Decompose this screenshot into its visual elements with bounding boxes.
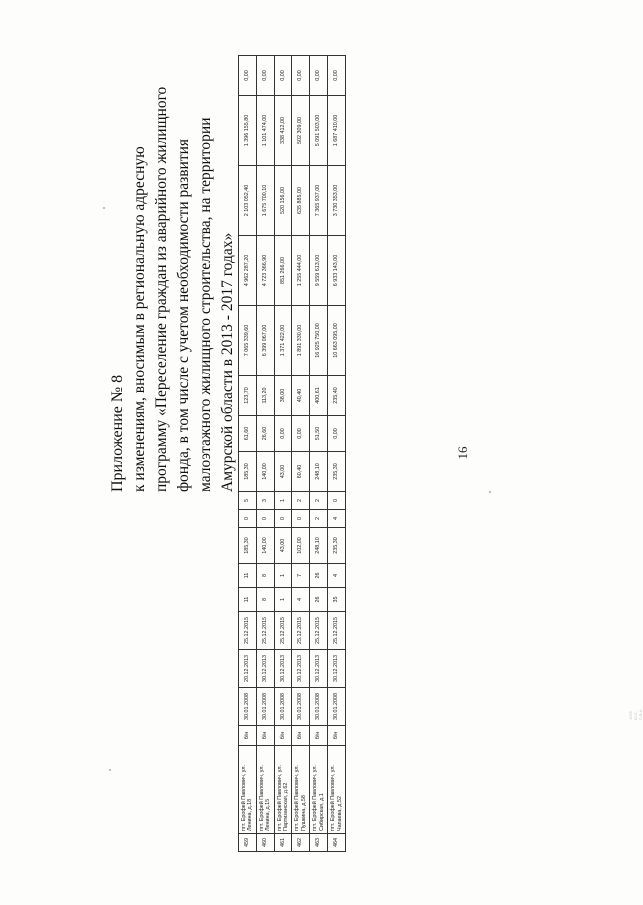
table-cell: 35	[328, 588, 346, 612]
heading-line: Амурской области в 2013 - 2017 годах»	[219, 232, 236, 492]
table-cell: 0	[274, 510, 292, 528]
table-cell: 0	[256, 510, 274, 528]
address-cell: пгт. Ерофей Павлович, ул. Чапаева, д.52	[328, 746, 346, 834]
address-cell: пгт. Ерофей Павлович, ул. Ленина, д.15	[256, 746, 274, 834]
table-cell: 51,50	[310, 416, 328, 452]
table-cell: 61,60	[239, 416, 257, 452]
table-cell: 235,40	[328, 376, 346, 416]
table-cell: 338 412,00	[274, 96, 292, 166]
table-cell: 25.12.2015	[292, 612, 310, 650]
scan-speck	[489, 491, 491, 493]
table-cell: 2	[310, 510, 328, 528]
table-cell: 2	[292, 492, 310, 510]
table-cell: 0,00	[239, 56, 257, 96]
table-row	[256, 56, 274, 852]
table-row	[292, 56, 310, 852]
table-cell: 102,00	[292, 528, 310, 564]
table-cell: б/н	[274, 726, 292, 746]
table-cell: 1 891 330,00	[292, 306, 310, 376]
table-cell: 140,00	[256, 528, 274, 564]
table-cell: 7	[292, 564, 310, 588]
table-cell: 30.01.2008	[274, 688, 292, 726]
table-cell: 30.01.2008	[256, 688, 274, 726]
table-cell: б/н	[256, 726, 274, 746]
table-cell: 7 365 937,00	[310, 166, 328, 236]
table-cell: 1 687 410,00	[328, 96, 346, 166]
table-cell: 851 266,00	[274, 236, 292, 306]
table-cell: 123,70	[239, 376, 257, 416]
table-cell: 1 675 700,10	[256, 166, 274, 236]
table-cell: 0,00	[292, 416, 310, 452]
table-cell: 8	[256, 564, 274, 588]
table-cell: 459	[239, 834, 257, 852]
table-cell: 235,30	[328, 452, 346, 492]
table-cell: 502 309,00	[292, 96, 310, 166]
table-cell: 5 091 503,00	[310, 96, 328, 166]
table-cell: 16 925 750,00	[310, 306, 328, 376]
table-cell: 1	[274, 588, 292, 612]
table-cell: 464	[328, 834, 346, 852]
table-cell: 20.12.2013	[239, 650, 257, 688]
table-cell: 635 885,00	[292, 166, 310, 236]
table-cell: 6 933 143,00	[328, 236, 346, 306]
table-cell: 4	[328, 510, 346, 528]
table-cell: 0	[292, 510, 310, 528]
table-cell: 4	[292, 588, 310, 612]
table-cell: 8	[256, 588, 274, 612]
table-cell: б/н	[310, 726, 328, 746]
table-cell: 0,00	[292, 56, 310, 96]
table-cell: 30.01.2008	[328, 688, 346, 726]
heading-line: фонда, в том числе с учетом необходимости развития	[175, 138, 192, 492]
table-cell: 5	[239, 492, 257, 510]
heading-line: программу «Переселение граждан из аварийного жилищного	[153, 86, 170, 492]
table-cell: 1	[274, 564, 292, 588]
table-cell: 25.12.2015	[274, 612, 292, 650]
scan-edge-text: 1025 Ю.Е. П.В.А.	[628, 708, 643, 720]
table-cell: 30.12.2013	[274, 650, 292, 688]
address-cell: пгт. Ерофей Павлович, ул. Ленина, д.18	[239, 746, 257, 834]
table-row	[239, 56, 257, 852]
table-cell: 1 255 444,00	[292, 236, 310, 306]
scan-speck	[109, 769, 111, 771]
table-cell: 462	[292, 834, 310, 852]
table-cell: 0,00	[328, 56, 346, 96]
table-cell: 26,60	[256, 416, 274, 452]
table-cell: 4	[328, 564, 346, 588]
table-row	[274, 56, 292, 852]
table-cell: 1 101 474,00	[256, 96, 274, 166]
table-row	[328, 56, 346, 852]
appendix-heading	[107, 0, 239, 492]
table-cell: 30.12.2013	[328, 650, 346, 688]
table-cell: 0,00	[310, 56, 328, 96]
table-cell: 43,00	[274, 528, 292, 564]
table-cell: 60,40	[292, 452, 310, 492]
table-cell: 0,00	[256, 56, 274, 96]
table-cell: 38,00	[274, 376, 292, 416]
table-cell: б/н	[292, 726, 310, 746]
table-cell: 25.12.2015	[328, 612, 346, 650]
table-cell: 248,10	[310, 528, 328, 564]
table-cell: 30.01.2008	[310, 688, 328, 726]
table-cell: 0	[239, 510, 257, 528]
table-cell: 248,10	[310, 452, 328, 492]
table-cell: 11	[239, 588, 257, 612]
table-cell: 0	[328, 492, 346, 510]
address-cell: пгт. Ерофей Павлович, ул. Пушкина, д.58	[292, 746, 310, 834]
table-cell: 520 156,00	[274, 166, 292, 236]
table-cell: 9 559 613,00	[310, 236, 328, 306]
table-cell: 26	[310, 564, 328, 588]
table-cell: 463	[310, 834, 328, 852]
table-cell: 30.12.2013	[292, 650, 310, 688]
table-cell: 26	[310, 588, 328, 612]
page-number: 16	[455, 446, 470, 460]
table-cell: 461	[274, 834, 292, 852]
table-cell: 43,00	[274, 452, 292, 492]
table-cell: 140,00	[256, 452, 274, 492]
table-cell: 4 723 366,90	[256, 236, 274, 306]
table-cell: 6 399 067,00	[256, 306, 274, 376]
table-cell: 1 371 422,00	[274, 306, 292, 376]
table-cell: 30.01.2008	[292, 688, 310, 726]
table-cell: 1	[274, 492, 292, 510]
table-cell: 235,30	[328, 528, 346, 564]
table-cell: 25.12.2015	[310, 612, 328, 650]
housing-table-wrapper	[238, 66, 346, 852]
scan-speck	[103, 207, 105, 209]
table-cell: 460	[256, 834, 274, 852]
table-cell: б/н	[328, 726, 346, 746]
table-cell: 30.12.2013	[256, 650, 274, 688]
heading-line: малоэтажного жилищного строительства, на территории	[197, 117, 214, 492]
table-cell: 11	[239, 564, 257, 588]
address-cell: пгт. Ерофей Павлович, ул. Сибирская, д.1	[310, 746, 328, 834]
heading-line: к изменениям, вносимым в региональную адресную	[131, 146, 148, 492]
table-cell: 3 730 353,00	[328, 166, 346, 236]
table-cell: 0,00	[274, 56, 292, 96]
table-cell: б/н	[239, 726, 257, 746]
table-cell: 113,20	[256, 376, 274, 416]
table-cell: 3	[256, 492, 274, 510]
appendix-title: Приложение № 8	[109, 374, 126, 492]
table-cell: 0,00	[328, 416, 346, 452]
table-cell: 4 962 287,20	[239, 236, 257, 306]
table-cell: 400,61	[310, 376, 328, 416]
table-cell: 25.12.2015	[256, 612, 274, 650]
table-cell: 30.01.2008	[239, 688, 257, 726]
table-row	[310, 56, 328, 852]
table-cell: 30.12.2013	[310, 650, 328, 688]
table-cell: 2 103 052,40	[239, 166, 257, 236]
table-cell: 25.12.2015	[239, 612, 257, 650]
table-cell: 2	[310, 492, 328, 510]
table-cell: 1 396 155,80	[239, 96, 257, 166]
address-cell: пгт. Ерофей Павлович, ул. Партизанская, д.62	[274, 746, 292, 834]
table-cell: 40,40	[292, 376, 310, 416]
table-cell: 185,30	[239, 528, 257, 564]
housing-table	[238, 55, 346, 852]
table-cell: 10 663 095,00	[328, 306, 346, 376]
table-cell: 7 065 339,60	[239, 306, 257, 376]
table-cell: 185,30	[239, 452, 257, 492]
table-cell: 0,00	[274, 416, 292, 452]
